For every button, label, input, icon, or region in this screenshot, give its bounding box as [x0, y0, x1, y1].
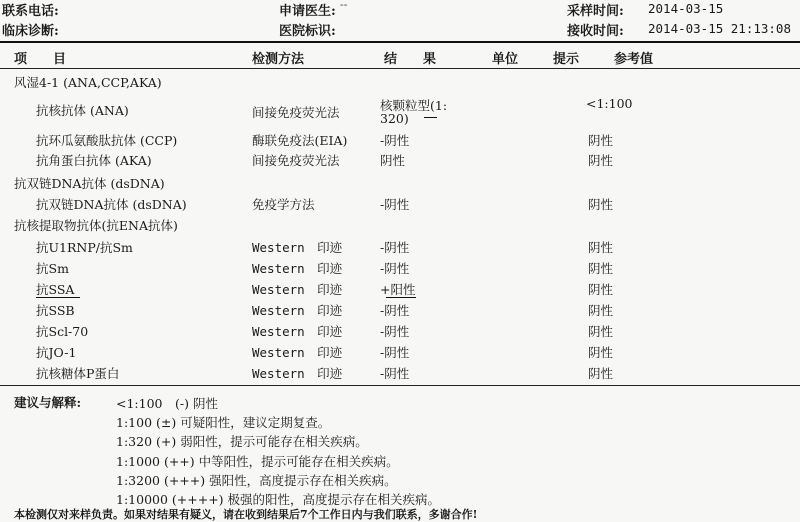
- table-row-item: 抗U1RNP/抗Sm: [36, 240, 133, 255]
- handwritten-underline-mark: [36, 297, 80, 298]
- section-title-rheum: 风湿4-1 (ANA,CCP,AKA): [14, 75, 162, 90]
- table-row-reference: 阴性: [588, 324, 614, 339]
- footer-disclaimer: 本检测仅对来样负责。如果对结果有疑义，请在收到结果后7个工作日内与我们联系，多谢合作!: [14, 508, 478, 521]
- col-result: 结 果: [384, 52, 437, 67]
- section-title-ena: 抗核提取物抗体(抗ENA抗体): [14, 218, 178, 233]
- table-row-result: 核颗粒型(1:: [380, 98, 448, 113]
- col-unit: 单位: [492, 52, 519, 67]
- table-row-reference: 阴性: [588, 197, 614, 212]
- table-row-result-cont: 320): [380, 111, 409, 126]
- table-row-item: 抗JO-1: [36, 345, 77, 360]
- table-row-result: -阴性: [380, 240, 410, 255]
- table-row-result: -阴性: [380, 324, 410, 339]
- table-row-item: 抗环瓜氨酸肽抗体 (CCP): [36, 133, 178, 148]
- sample-time-label: 采样时间:: [567, 4, 624, 19]
- col-hint: 提示: [553, 52, 580, 67]
- table-row-method: 间接免疫荧光法: [252, 153, 340, 168]
- table-row-reference: 阴性: [588, 261, 614, 276]
- suggestion-line: 1:320 (+) 弱阳性，提示可能存在相关疾病。: [116, 434, 368, 449]
- table-row-method: Western 印迹: [252, 324, 343, 339]
- table-row-item: 抗Sm: [36, 261, 69, 276]
- sample-time-value: 2014-03-15: [648, 1, 724, 16]
- table-row-item: 抗SSB: [36, 303, 75, 318]
- table-row-result: 阴性: [380, 153, 406, 168]
- suggestion-line: 1:10000 (++++) 极强的阳性，高度提示存在相关疾病。: [116, 492, 441, 507]
- hospital-id-label: 医院标识:: [279, 24, 336, 39]
- table-rule-bottom: [0, 385, 800, 386]
- table-row-reference: 阴性: [588, 345, 614, 360]
- diagnosis-label: 临床诊断:: [2, 24, 59, 39]
- suggestion-label: 建议与解释:: [14, 395, 82, 410]
- col-method: 检测方法: [252, 52, 305, 67]
- table-row-reference: 阴性: [588, 133, 614, 148]
- suggestion-line: 1:3200 (+++) 强阳性，高度提示存在相关疾病。: [116, 473, 397, 488]
- suggestion-line: <1:100 (-) 阴性: [116, 396, 218, 411]
- table-row-reference: 阴性: [588, 303, 614, 318]
- phone-label: 联系电话:: [2, 4, 59, 19]
- table-row-item: 抗角蛋白抗体 (AKA): [36, 153, 152, 168]
- table-row-item: 抗SSA: [36, 282, 75, 297]
- table-row-method: 间接免疫荧光法: [252, 105, 340, 120]
- table-row-method: 免疫学方法: [252, 197, 315, 212]
- table-row-reference: <1:100: [586, 96, 633, 111]
- table-row-result: -阴性: [380, 303, 410, 318]
- table-row-result: -阴性: [380, 261, 410, 276]
- table-row-item: 抗核糖体P蛋白: [36, 366, 120, 381]
- col-item: 项 目: [14, 52, 67, 67]
- table-row-result: +阳性: [380, 282, 416, 297]
- table-row-result: -阴性: [380, 366, 410, 381]
- suggestion-line: 1:100 (±) 可疑阳性，建议定期复查。: [116, 415, 331, 430]
- suggestion-line: 1:1000 (++) 中等阳性，提示可能存在相关疾病。: [116, 454, 399, 469]
- table-row-method: Western 印迹: [252, 240, 343, 255]
- handwritten-underline-mark: [424, 117, 437, 118]
- handwritten-underline-mark: [386, 297, 416, 298]
- table-row-result: -阴性: [380, 197, 410, 212]
- doctor-label: 申请医生:: [279, 4, 336, 19]
- table-row-item: 抗核抗体 (ANA): [36, 103, 129, 118]
- table-row-reference: 阴性: [588, 153, 614, 168]
- section-title-dsdna: 抗双链DNA抗体 (dsDNA): [14, 176, 165, 191]
- receive-time-label: 接收时间:: [567, 24, 624, 39]
- table-row-method: 酶联免疫法(EIA): [252, 133, 348, 148]
- receive-time-value: 2014-03-15 21:13:08: [648, 21, 791, 36]
- col-reference: 参考值: [614, 52, 654, 67]
- table-row-method: Western 印迹: [252, 282, 343, 297]
- header-rule-top: [0, 41, 800, 43]
- table-row-method: Western 印迹: [252, 366, 343, 381]
- table-row-method: Western 印迹: [252, 303, 343, 318]
- table-row-result: -阴性: [380, 345, 410, 360]
- table-row-item: 抗Scl-70: [36, 324, 89, 339]
- table-row-reference: 阴性: [588, 240, 614, 255]
- table-row-reference: 阴性: [588, 366, 614, 381]
- table-row-method: Western 印迹: [252, 261, 343, 276]
- table-row-method: Western 印迹: [252, 345, 343, 360]
- table-row-result: -阴性: [380, 133, 410, 148]
- table-row-item: 抗双链DNA抗体 (dsDNA): [36, 197, 187, 212]
- table-row-reference: 阴性: [588, 282, 614, 297]
- header-rule-bottom: [0, 68, 800, 69]
- doctor-value: --: [340, 0, 348, 11]
